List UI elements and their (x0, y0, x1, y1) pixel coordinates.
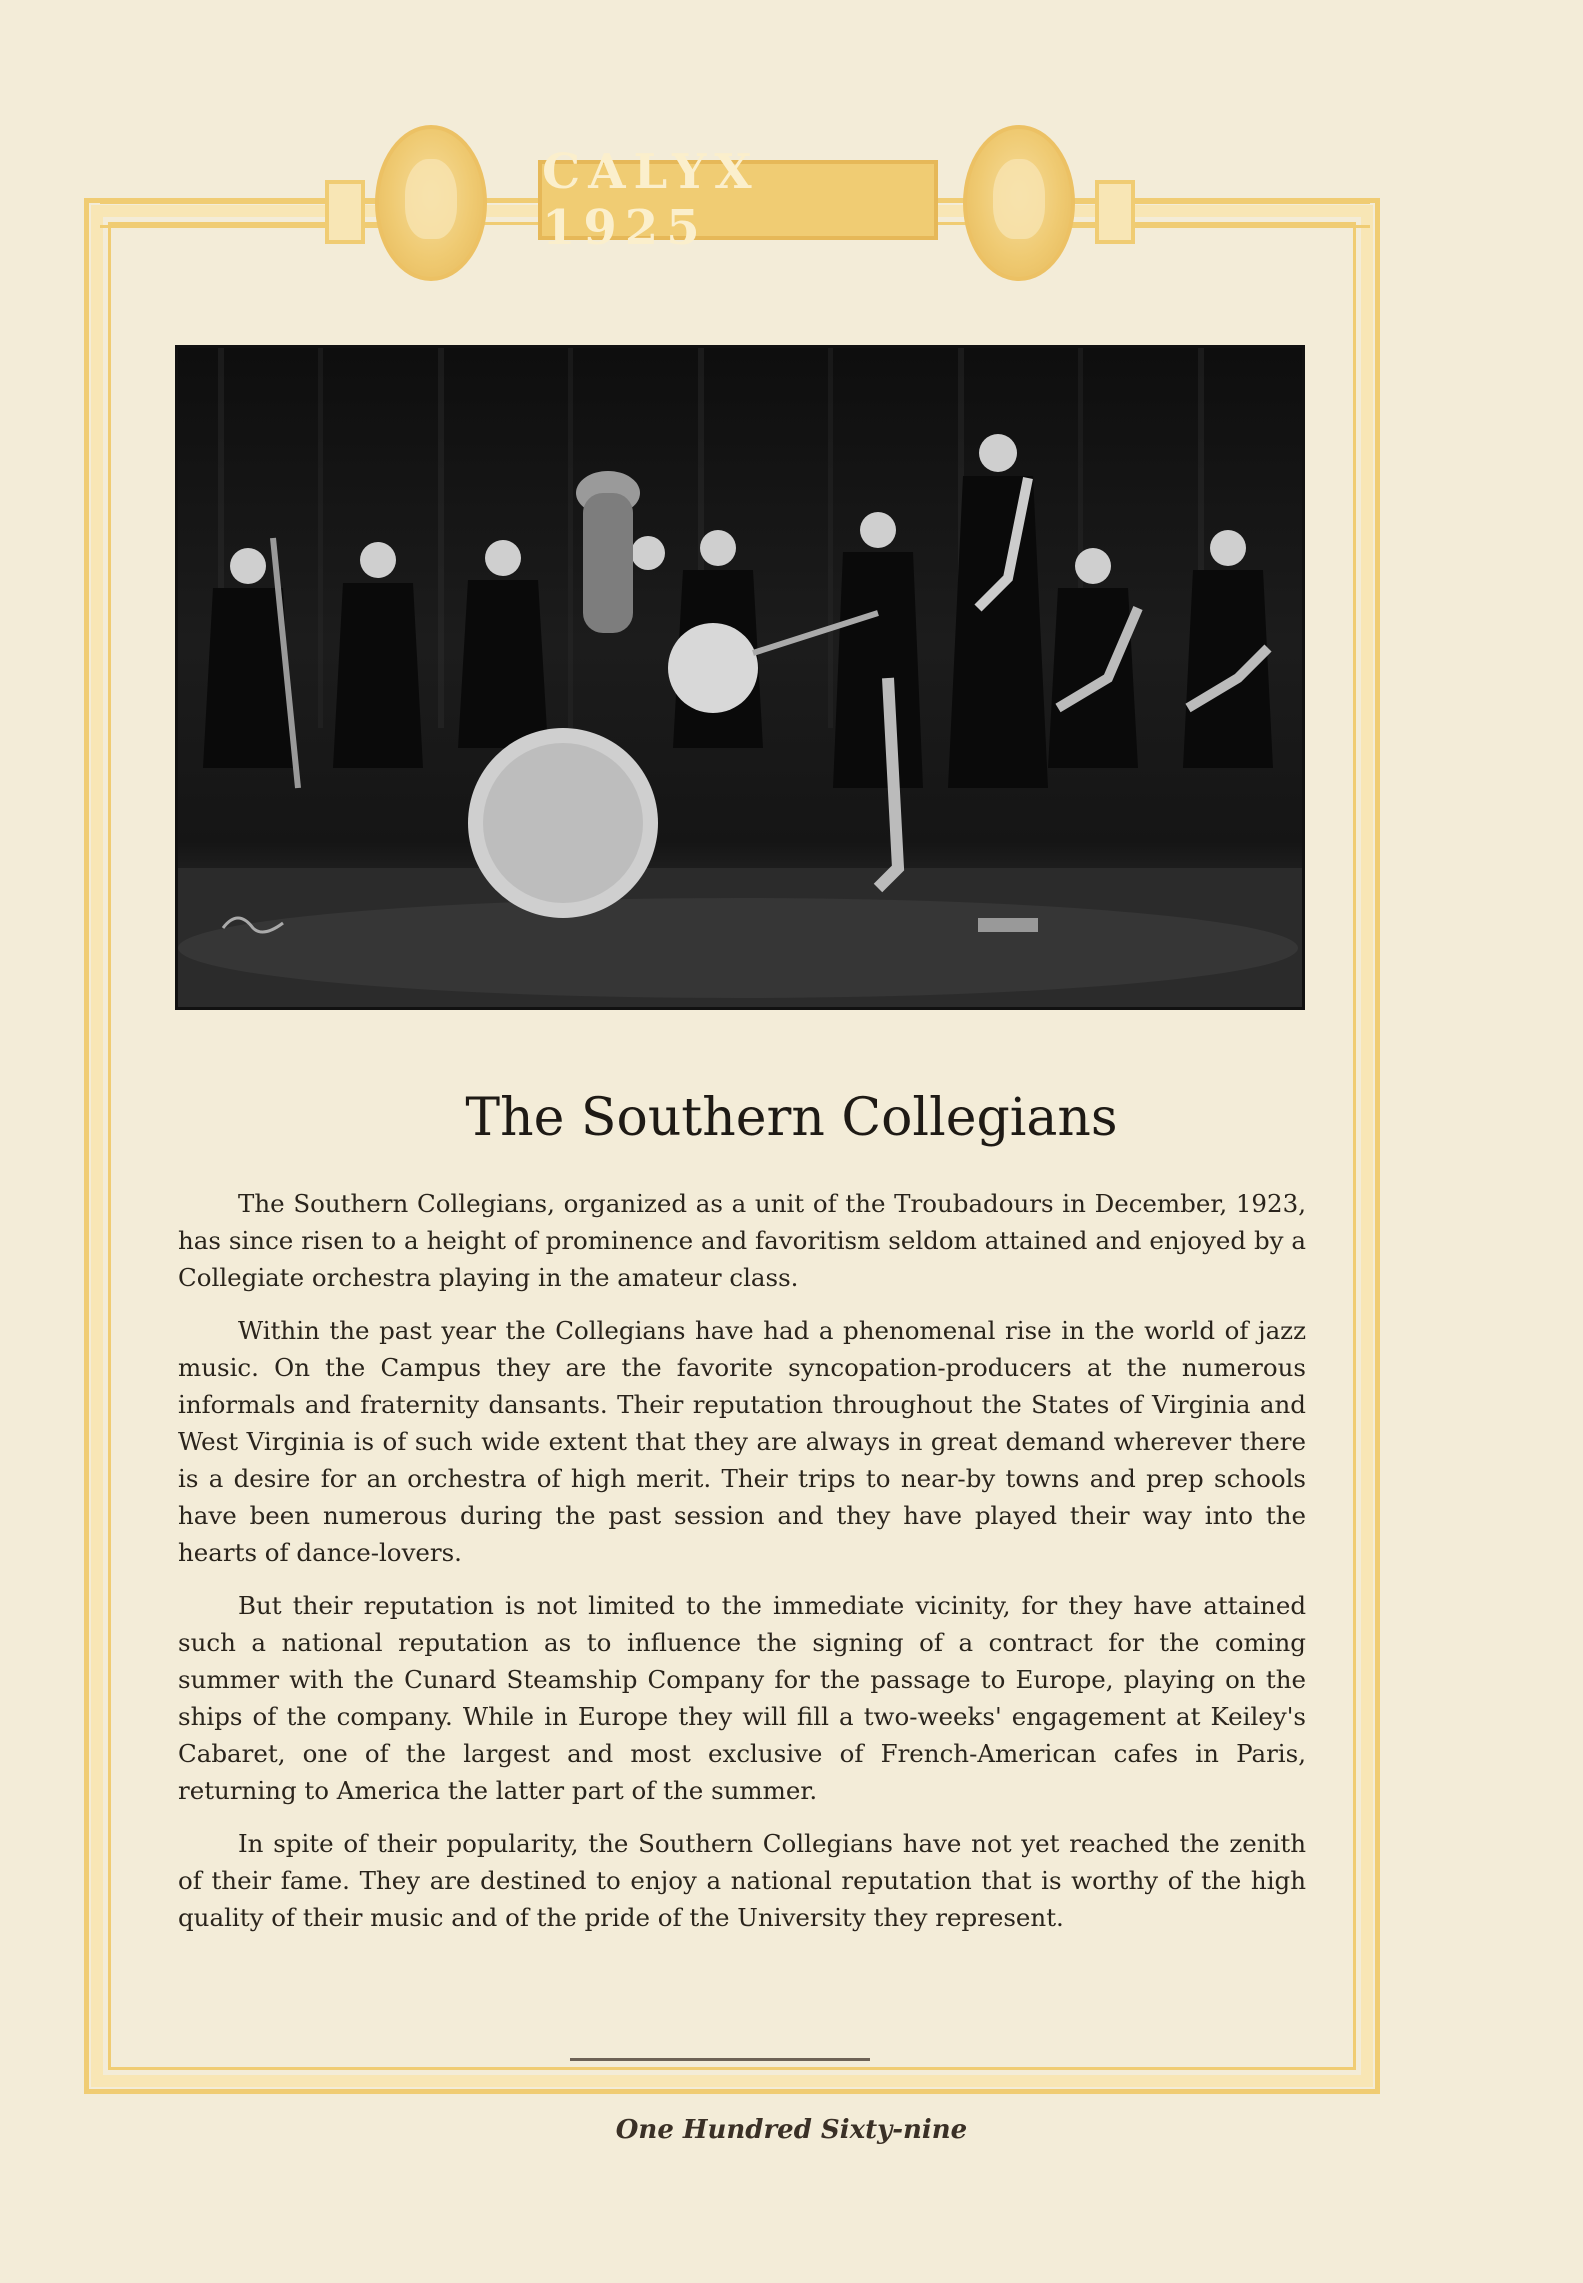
footer-rule (570, 2058, 870, 2061)
article-body (178, 1185, 1306, 1952)
page-number: One Hundred Sixty-nine (615, 2115, 968, 2145)
portrait-medallion-right (963, 125, 1075, 281)
yearbook-title-plate (538, 144, 938, 256)
portrait-face (405, 159, 457, 239)
article-title: The Southern Collegians (465, 1088, 1118, 1148)
paragraph: But their reputation is not limited to the immediate vicinity, for they have attained such a national reputation as to influence the signing of a contract for the coming summer with the Cunard Steamship Company for the passage to Europe, playing on the ships of the company. While in Europe they will fill a two-weeks' engagement at Keiley's Cabaret, one of the largest and most exclusive of French-American cafes in Paris, returning to America the latter part of the summer. (178, 1591, 1306, 1805)
paragraph: In spite of their popularity, the Southern Collegians have not yet reached the zenith of their fame. They are destined to enjoy a national reputation that is worthy of the high quality of their music and of the pride of the University they represent. (178, 1829, 1306, 1932)
header-plate-right (1095, 180, 1135, 244)
header-plate-left (325, 180, 365, 244)
band-photograph (175, 345, 1305, 1010)
portrait-medallion-left (375, 125, 487, 281)
band-photo-illustration (178, 348, 1302, 1007)
portrait-face (993, 159, 1045, 239)
yearbook-title: CALYX 1925 (542, 144, 760, 256)
paragraph: The Southern Collegians, organized as a unit of the Troubadours in December, 1923, has since risen to a height of prominence and favoritism seldom attained and enjoyed by a Collegiate orchestra playing in the amateur class. (178, 1189, 1306, 1292)
paragraph: Within the past year the Collegians have had a phenomenal rise in the world of jazz music. On the Campus they are the favorite syncopation-producers at the numerous informals and fraternity dansants. Their reputation throughout the States of Virginia and West Virginia is of such wide extent that they are always in great demand wherever there is a desire for an orchestra of high merit. Their trips to near-by towns and prep schools have been numerous during the past session and they have played their way into the hearts of dance-lovers. (178, 1316, 1306, 1567)
